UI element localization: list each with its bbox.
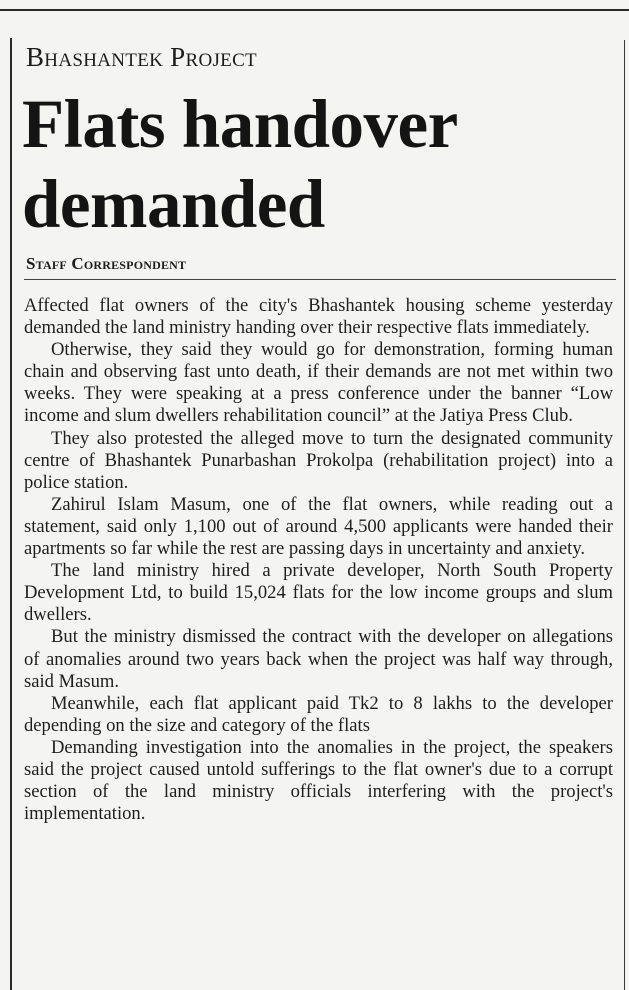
article-body bbox=[24, 295, 613, 825]
article-paragraph: They also protested the alleged move to turn the designated community centre of Bhashantek Punarbashan Prokolpa (rehabilitation project) into a police station. bbox=[24, 427, 613, 493]
article-paragraph: Affected flat owners of the city's Bhashantek housing scheme yesterday demanded the land ministry handing over their respective flats immediately. bbox=[24, 295, 613, 339]
article-paragraph: Zahirul Islam Masum, one of the flat owners, while reading out a statement, said only 1,100 out of around 4,500 applicants were handed their apartments so far while the rest are passing days in uncertainty and anxiety. bbox=[24, 493, 613, 560]
right-column-rule bbox=[624, 40, 625, 990]
article-paragraph: But the ministry dismissed the contract with the developer on allegations of anomalies around two years back when the project was half way through, said Masum. bbox=[24, 626, 613, 692]
left-column-rule bbox=[10, 38, 12, 990]
article-kicker: Bhashantek Project bbox=[26, 42, 257, 72]
article-paragraph: Meanwhile, each flat applicant paid Tk2 to 8 lakhs to the developer depending on the size and category of the flats bbox=[24, 692, 613, 736]
top-border-rule bbox=[0, 9, 629, 11]
article-paragraph: Otherwise, they said they would go for demonstration, forming human chain and observing fast unto death, if their demands are not met within two weeks. They were speaking at a press conference under the banner “Low income and slum dwellers rehabilitation council” at the Jatiya Press Club. bbox=[24, 339, 613, 427]
article-paragraph: The land ministry hired a private developer, North South Property Development Ltd, to build 15,024 flats for the low income groups and slum dwellers. bbox=[24, 560, 613, 626]
byline-divider bbox=[24, 279, 616, 280]
article-paragraph: Demanding investigation into the anomalies in the project, the speakers said the project caused untold sufferings to the flat owner's due to a corrupt section of the land ministry officials interfering with the project's implementation. bbox=[24, 736, 613, 825]
article-headline: Flats handover demanded bbox=[22, 86, 457, 242]
article-byline: Staff Correspondent bbox=[26, 254, 187, 273]
